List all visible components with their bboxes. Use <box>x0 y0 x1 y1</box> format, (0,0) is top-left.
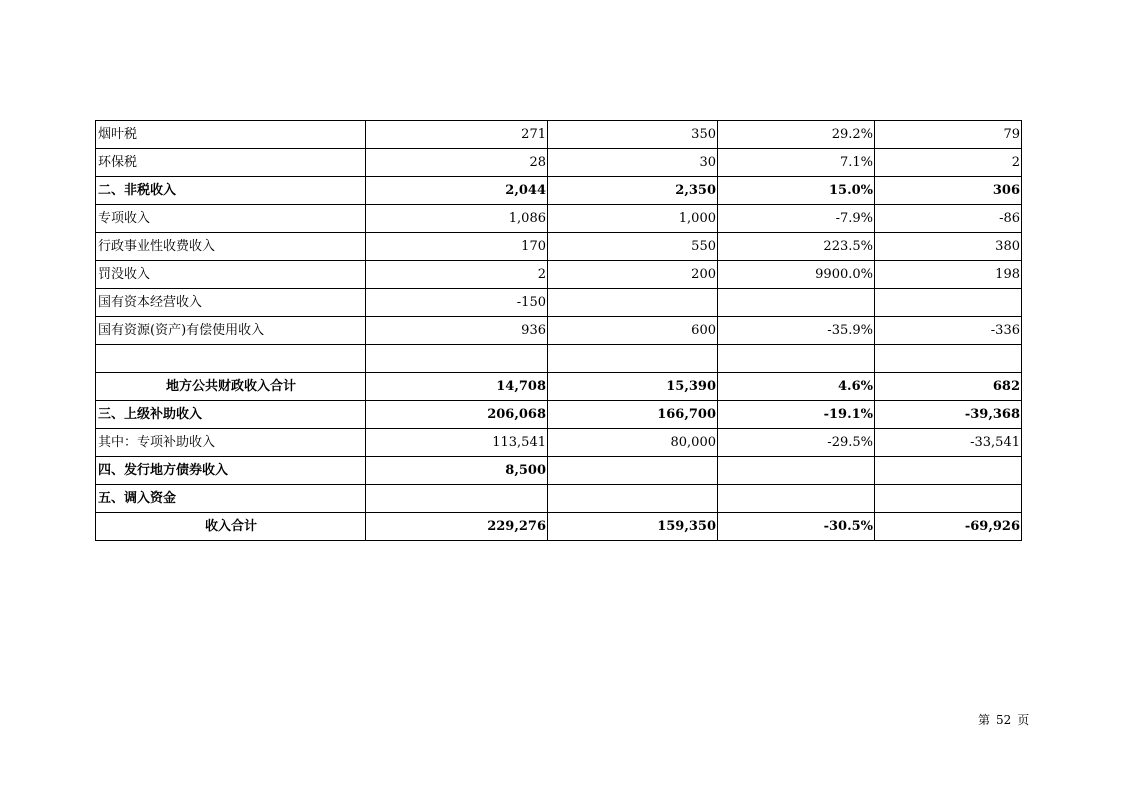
prior-year-value-cell: 14,708 <box>366 373 548 401</box>
table-row <box>96 121 1022 149</box>
budget-value-cell: 1,000 <box>548 205 718 233</box>
table-row <box>96 177 1022 205</box>
change-amount-cell <box>875 485 1022 513</box>
prior-year-value-cell: 113,541 <box>366 429 548 457</box>
page-footer-prefix: 第 <box>978 713 991 727</box>
change-amount-cell: -336 <box>875 317 1022 345</box>
row-label: 收入合计 <box>96 513 366 541</box>
growth-rate-cell: 9900.0% <box>718 261 875 289</box>
page-number: 52 <box>996 713 1012 727</box>
prior-year-value-cell: 1,086 <box>366 205 548 233</box>
change-amount-cell: -69,926 <box>875 513 1022 541</box>
budget-value-cell: 2,350 <box>548 177 718 205</box>
prior-year-value-cell: 2,044 <box>366 177 548 205</box>
table-row <box>96 233 1022 261</box>
table-row <box>96 317 1022 345</box>
table-row <box>96 513 1022 541</box>
row-label: 行政事业性收费收入 <box>96 233 366 261</box>
prior-year-value-cell: 271 <box>366 121 548 149</box>
row-label: 国有资源(资产)有偿使用收入 <box>96 317 366 345</box>
budget-value-cell: 30 <box>548 149 718 177</box>
budget-value-cell <box>548 485 718 513</box>
growth-rate-cell: -7.9% <box>718 205 875 233</box>
row-label: 地方公共财政收入合计 <box>96 373 366 401</box>
revenue-table <box>95 120 1022 541</box>
change-amount-cell: -33,541 <box>875 429 1022 457</box>
growth-rate-cell: -30.5% <box>718 513 875 541</box>
growth-rate-cell <box>718 485 875 513</box>
budget-value-cell <box>548 345 718 373</box>
change-amount-cell <box>875 345 1022 373</box>
growth-rate-cell: 223.5% <box>718 233 875 261</box>
row-label: 五、调入资金 <box>96 485 366 513</box>
growth-rate-cell: 7.1% <box>718 149 875 177</box>
row-label: 二、非税收入 <box>96 177 366 205</box>
revenue-table-body <box>96 121 1022 541</box>
table-row <box>96 429 1022 457</box>
row-label: 其中：专项补助收入 <box>96 429 366 457</box>
budget-value-cell <box>548 289 718 317</box>
change-amount-cell: 682 <box>875 373 1022 401</box>
table-row <box>96 373 1022 401</box>
growth-rate-cell <box>718 345 875 373</box>
growth-rate-cell <box>718 457 875 485</box>
table-row <box>96 401 1022 429</box>
prior-year-value-cell: 28 <box>366 149 548 177</box>
prior-year-value-cell: 2 <box>366 261 548 289</box>
budget-value-cell: 80,000 <box>548 429 718 457</box>
growth-rate-cell: -19.1% <box>718 401 875 429</box>
budget-value-cell: 166,700 <box>548 401 718 429</box>
budget-value-cell: 550 <box>548 233 718 261</box>
prior-year-value-cell: 229,276 <box>366 513 548 541</box>
row-label: 罚没收入 <box>96 261 366 289</box>
budget-value-cell: 200 <box>548 261 718 289</box>
change-amount-cell: 2 <box>875 149 1022 177</box>
change-amount-cell: 380 <box>875 233 1022 261</box>
row-label: 烟叶税 <box>96 121 366 149</box>
growth-rate-cell: -35.9% <box>718 317 875 345</box>
change-amount-cell <box>875 457 1022 485</box>
change-amount-cell: 198 <box>875 261 1022 289</box>
growth-rate-cell: 4.6% <box>718 373 875 401</box>
page-footer <box>978 711 1035 728</box>
table-row <box>96 485 1022 513</box>
prior-year-value-cell: 936 <box>366 317 548 345</box>
row-label <box>96 345 366 373</box>
change-amount-cell <box>875 289 1022 317</box>
row-label: 四、发行地方债券收入 <box>96 457 366 485</box>
growth-rate-cell: 29.2% <box>718 121 875 149</box>
row-label: 国有资本经营收入 <box>96 289 366 317</box>
growth-rate-cell: -29.5% <box>718 429 875 457</box>
table-row <box>96 205 1022 233</box>
budget-value-cell: 600 <box>548 317 718 345</box>
row-label: 三、上级补助收入 <box>96 401 366 429</box>
prior-year-value-cell <box>366 485 548 513</box>
table-row <box>96 457 1022 485</box>
prior-year-value-cell: 206,068 <box>366 401 548 429</box>
budget-value-cell: 350 <box>548 121 718 149</box>
table-row <box>96 149 1022 177</box>
row-label: 专项收入 <box>96 205 366 233</box>
change-amount-cell: -86 <box>875 205 1022 233</box>
budget-value-cell: 15,390 <box>548 373 718 401</box>
prior-year-value-cell: 8,500 <box>366 457 548 485</box>
page-footer-suffix: 页 <box>1017 713 1030 727</box>
prior-year-value-cell: -150 <box>366 289 548 317</box>
budget-value-cell: 159,350 <box>548 513 718 541</box>
change-amount-cell: -39,368 <box>875 401 1022 429</box>
change-amount-cell: 306 <box>875 177 1022 205</box>
table-row <box>96 345 1022 373</box>
table-row <box>96 261 1022 289</box>
growth-rate-cell: 15.0% <box>718 177 875 205</box>
budget-value-cell <box>548 457 718 485</box>
growth-rate-cell <box>718 289 875 317</box>
change-amount-cell: 79 <box>875 121 1022 149</box>
row-label: 环保税 <box>96 149 366 177</box>
prior-year-value-cell <box>366 345 548 373</box>
prior-year-value-cell: 170 <box>366 233 548 261</box>
table-row <box>96 289 1022 317</box>
